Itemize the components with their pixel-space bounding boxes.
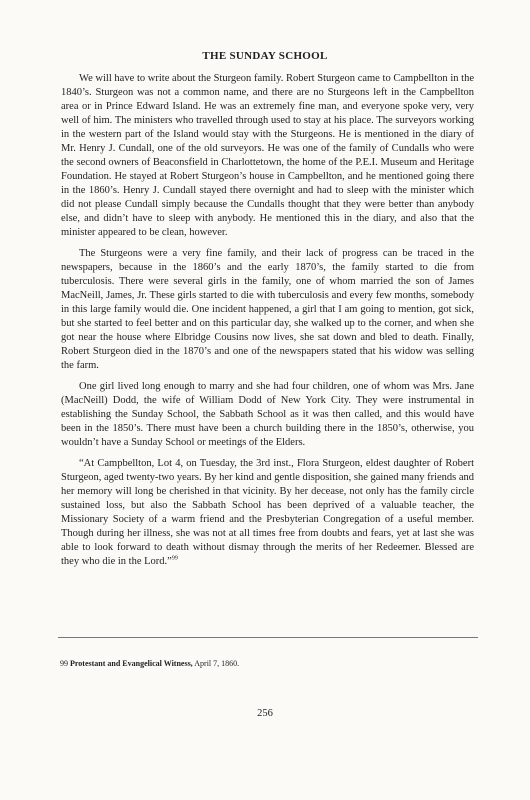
footnote xyxy=(60,658,239,669)
page-number: 256 xyxy=(257,708,273,719)
page-title: THE SUNDAY SCHOOL xyxy=(202,50,328,62)
quote-text: “At Campbellton, Lot 4, on Tuesday, the 3rd inst., Flora Sturgeon, eldest daughter of Robert Sturgeon, aged twenty-two years. By her kind and gentle disposition, she gained many friends and her memory will long be cherished in that vicinity. By her decease, not only has the family circle sustained loss, but also the Sabbath School has been deprived of a valuable teacher, the Missionary Society of a warm friend and the Presbyterian Congregation of a useful member. Though during her illness, she was not at all times free from doubts and fears, yet at last she was able to look forward to death without dismay through the merits of her Redeemer. Blessed are they who die in the Lord.” xyxy=(61,458,475,567)
footnote-date: April 7, 1860. xyxy=(192,659,240,668)
paragraph-1: We will have to write about the Sturgeon family. Robert Sturgeon came to Campbellton in the 1840’s. Sturgeon was not a common name, and there are no Sturgeons left in the Campbellton area or in Prince Edward Island. He was an extremely fine man, and everyone spoke very, very well of him. The ministers who travelled through used to stay at his place. The surveyors working in the western part of the Island would stay with the Sturgeons. He is mentioned in the diary of Mr. Henry J. Cundall, one of the old surveyors. He was one of the family of Cundalls who were the second owners of Beaconsfield in Charlottetown, the home of the P.E.I. Museum and Heritage Foundation. He stayed at Robert Sturgeon’s house in Campbellton, and he mentioned going there in the 1860’s. Henry J. Cundall stayed there overnight and had to sleep with the minister which did not please Cundall simply because the Cundalls thought that they were better than anybody else, and didn’t have to sleep with anybody. He mentioned this in the diary, and also that the minister appeared to be clean, however. xyxy=(61,73,474,238)
paragraph-4-quote xyxy=(61,457,474,569)
footnote-reference: 99 xyxy=(171,555,178,562)
body-text xyxy=(61,72,474,576)
footnote-source: Protestant and Evangelical Witness, xyxy=(70,659,193,668)
footnote-divider xyxy=(58,637,478,638)
footnote-number: 99 xyxy=(60,659,68,668)
paragraph-3: One girl lived long enough to marry and she had four children, one of whom was Mrs. Jane (MacNeill) Dodd, the wife of William Dodd of New York City. They were instrumental in establishing the Sunday School, the Sabbath School as it was then called, and this would have been in the 1850’s. There must have been a church building there in the 1850’s, otherwise, you wouldn’t have a Sunday School or meetings of the Elders. xyxy=(61,381,474,448)
paragraph-2: The Sturgeons were a very fine family, and their lack of progress can be traced in the newspapers, because in the 1860’s and the early 1870’s, the family started to die from tuberculosis. There were several girls in the family, one of whom married the son of James MacNeill, James, Jr. These girls started to die with tuberculosis and every few months, somebody in this large family would die. One incident happened, a girl that I am going to mention, got sick, but she started to feel better and on this particular day, she walked up to the corner, and when she got near the house where Elbridge Cousins now lives, she sat down and bled to death. Finally, Robert Sturgeon died in the 1870’s and one of the newspapers stated that his widow was selling the farm. xyxy=(61,248,474,371)
